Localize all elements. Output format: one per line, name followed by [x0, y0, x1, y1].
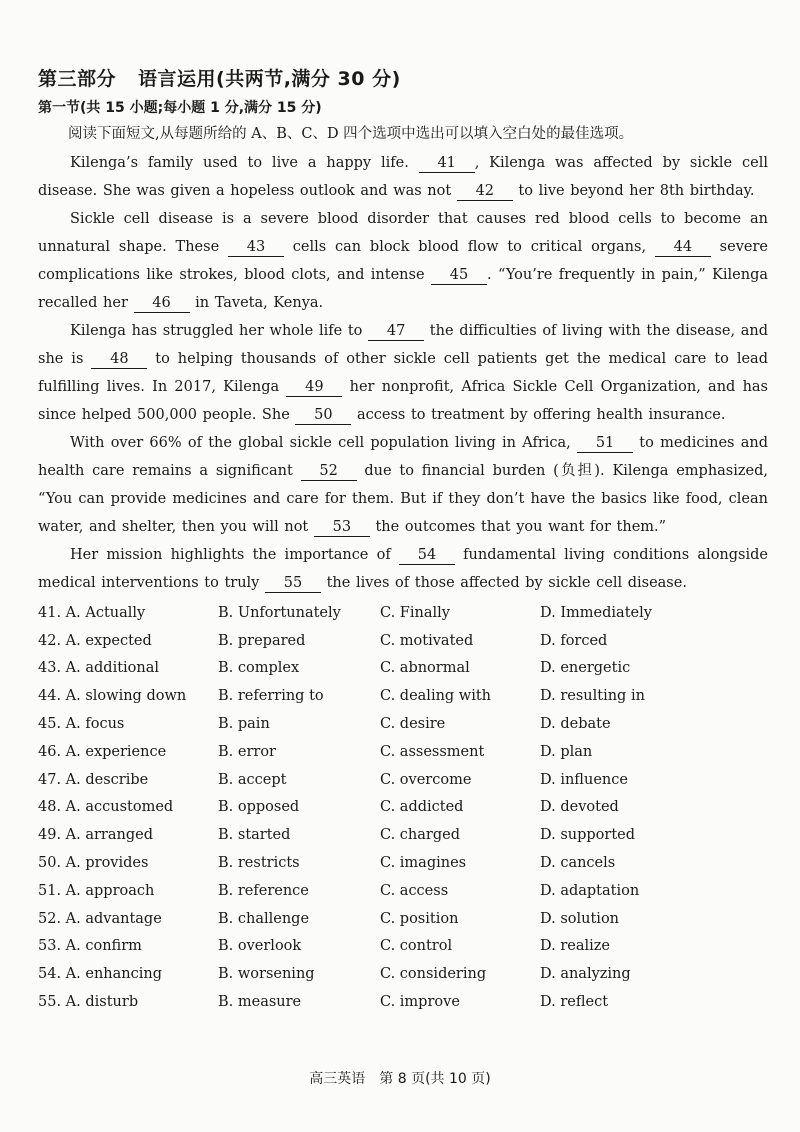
section-part: 第三部分	[38, 68, 117, 90]
passage-text: . “You’re frequently in pain,” Kilenga recalled her	[38, 267, 768, 311]
question-options-row	[38, 655, 768, 683]
question-options-row	[38, 599, 768, 627]
option-c: C. motivated	[380, 632, 474, 649]
passage-paragraph	[38, 149, 768, 205]
option-d: D. energetic	[540, 660, 631, 677]
options-list	[38, 599, 768, 1016]
question-options-row	[38, 710, 768, 738]
passage-text: Her mission highlights the importance of	[70, 547, 399, 563]
answer-blank: 55	[265, 575, 321, 593]
option-d: D. supported	[540, 827, 636, 844]
passage-text: to helping thousands of other sickle cell patients get the medical care to lead fulfilling lives. In 2017, Kilenga	[38, 351, 768, 395]
option-a: 54. A. enhancing	[38, 966, 162, 983]
option-c: C. dealing with	[380, 688, 492, 705]
option-c: C. overcome	[380, 771, 472, 788]
option-a: 51. A. approach	[38, 882, 155, 899]
passage	[38, 149, 768, 597]
answer-blank: 44	[655, 239, 711, 257]
answer-blank: 51	[577, 435, 633, 453]
answer-blank: 48	[91, 351, 147, 369]
option-b: B. restricts	[218, 855, 300, 872]
question-options-row	[38, 905, 768, 933]
section-name: 语言运用(共两节,满分 30 分)	[138, 68, 401, 90]
question-options-row	[38, 877, 768, 905]
question-options-row	[38, 738, 768, 766]
option-a: 50. A. provides	[38, 855, 149, 872]
option-c: C. considering	[380, 966, 487, 983]
option-d: D. analyzing	[540, 966, 631, 983]
question-options-row	[38, 794, 768, 822]
question-options-row	[38, 627, 768, 655]
option-a: 43. A. additional	[38, 660, 160, 677]
passage-text: fundamental living conditions alongside medical interventions to truly	[38, 547, 768, 591]
answer-blank: 42	[457, 183, 513, 201]
option-b: B. pain	[218, 716, 270, 733]
option-b: B. prepared	[218, 632, 306, 649]
option-a: 41. A. Actually	[38, 604, 146, 621]
option-d: D. cancels	[540, 855, 616, 872]
passage-text: access to treatment by offering health insurance.	[351, 407, 726, 423]
passage-text: the difficulties of living with the disease, and she is	[38, 323, 769, 367]
option-a: 46. A. experience	[38, 743, 167, 760]
option-c: C. addicted	[380, 799, 464, 816]
answer-blank: 45	[431, 267, 487, 285]
option-a: 52. A. advantage	[38, 910, 162, 927]
option-a: 45. A. focus	[38, 716, 125, 733]
option-b: B. worsening	[218, 966, 315, 983]
question-options-row	[38, 849, 768, 877]
option-a: 53. A. confirm	[38, 938, 142, 955]
passage-paragraph	[38, 205, 768, 317]
option-d: D. reflect	[540, 994, 609, 1011]
option-b: B. challenge	[218, 910, 310, 927]
option-a: 47. A. describe	[38, 771, 149, 788]
passage-paragraph	[38, 317, 768, 429]
passage-text: Sickle cell disease is a severe blood disorder that causes red blood cells to become an unnatural shape. These	[38, 211, 768, 255]
option-d: D. devoted	[540, 799, 619, 816]
answer-blank: 50	[295, 407, 351, 425]
option-d: D. adaptation	[540, 882, 640, 899]
option-b: B. complex	[218, 660, 300, 677]
answer-blank: 46	[134, 295, 190, 313]
option-b: B. error	[218, 743, 276, 760]
question-options-row	[38, 682, 768, 710]
option-c: C. control	[380, 938, 453, 955]
passage-text: due to financial burden (负担). Kilenga emphasized, “You can provide medicines and care for them. But if they don’t have the basics like food, clean water, and shelter, then you will not	[38, 463, 768, 535]
passage-paragraph	[38, 429, 768, 541]
option-d: D. forced	[540, 632, 608, 649]
question-options-row	[38, 988, 768, 1016]
option-d: D. resulting in	[540, 688, 645, 705]
option-b: B. opposed	[218, 799, 300, 816]
option-c: C. position	[380, 910, 459, 927]
answer-blank: 47	[368, 323, 424, 341]
answer-blank: 43	[228, 239, 284, 257]
answer-blank: 49	[286, 379, 342, 397]
option-b: B. started	[218, 827, 291, 844]
option-b: B. Unfortunately	[218, 604, 341, 621]
passage-text: in Taveta, Kenya.	[189, 295, 324, 311]
option-a: 49. A. arranged	[38, 827, 153, 844]
passage-text: With over 66% of the global sickle cell population living in Africa,	[70, 435, 578, 451]
option-b: B. reference	[218, 882, 309, 899]
exam-page	[38, 64, 768, 1016]
answer-blank: 53	[314, 519, 370, 537]
instructions: 阅读下面短文,从每题所给的 A、B、C、D 四个选项中选出可以填入空白处的最佳选项。	[68, 126, 634, 142]
option-c: C. assessment	[380, 743, 485, 760]
passage-text: Kilenga’s family used to live a happy life.	[70, 155, 419, 171]
option-d: D. realize	[540, 938, 610, 955]
option-c: C. Finally	[380, 604, 450, 621]
option-a: 44. A. slowing down	[38, 688, 187, 705]
option-c: C. charged	[380, 827, 460, 844]
option-c: C. access	[380, 882, 449, 899]
option-b: B. measure	[218, 994, 302, 1011]
option-c: C. desire	[380, 716, 446, 733]
answer-blank: 52	[301, 463, 357, 481]
option-b: B. referring to	[218, 688, 324, 705]
option-a: 55. A. disturb	[38, 994, 139, 1011]
option-c: C. abnormal	[380, 660, 470, 677]
passage-text: Kilenga has struggled her whole life to	[70, 323, 369, 339]
passage-text: cells can block blood flow to critical organs,	[283, 239, 655, 255]
page-footer: 高三英语 第 8 页(共 10 页)	[309, 1071, 491, 1087]
passage-text: the lives of those affected by sickle cell disease.	[320, 575, 687, 591]
question-options-row	[38, 960, 768, 988]
option-a: 48. A. accustomed	[38, 799, 174, 816]
option-a: 42. A. expected	[38, 632, 152, 649]
question-options-row	[38, 933, 768, 961]
option-d: D. plan	[540, 743, 593, 760]
option-c: C. imagines	[380, 855, 467, 872]
answer-blank: 54	[399, 547, 455, 565]
option-b: B. overlook	[218, 938, 302, 955]
question-options-row	[38, 766, 768, 794]
passage-paragraph	[38, 541, 768, 597]
passage-text: to live beyond her 8th birthday.	[512, 183, 755, 199]
passage-text: to medicines and health care remains a significant	[38, 435, 768, 479]
option-c: C. improve	[380, 994, 460, 1011]
passage-text: the outcomes that you want for them.”	[369, 519, 667, 535]
option-d: D. Immediately	[540, 604, 652, 621]
section-title	[38, 64, 768, 91]
passage-text: her nonprofit, Africa Sickle Cell Organization, and has since helped 500,000 people. She	[38, 379, 768, 423]
passage-text: severe complications like strokes, blood clots, and intense	[38, 239, 768, 283]
option-d: D. influence	[540, 771, 628, 788]
answer-blank: 41	[419, 155, 475, 173]
question-options-row	[38, 821, 768, 849]
option-d: D. debate	[540, 716, 611, 733]
passage-text: , Kilenga was affected by sickle cell disease. She was given a hopeless outlook and was not	[38, 155, 768, 199]
subsection-title: 第一节(共 15 小题;每小题 1 分,满分 15 分)	[38, 100, 322, 116]
option-d: D. solution	[540, 910, 620, 927]
option-b: B. accept	[218, 771, 287, 788]
